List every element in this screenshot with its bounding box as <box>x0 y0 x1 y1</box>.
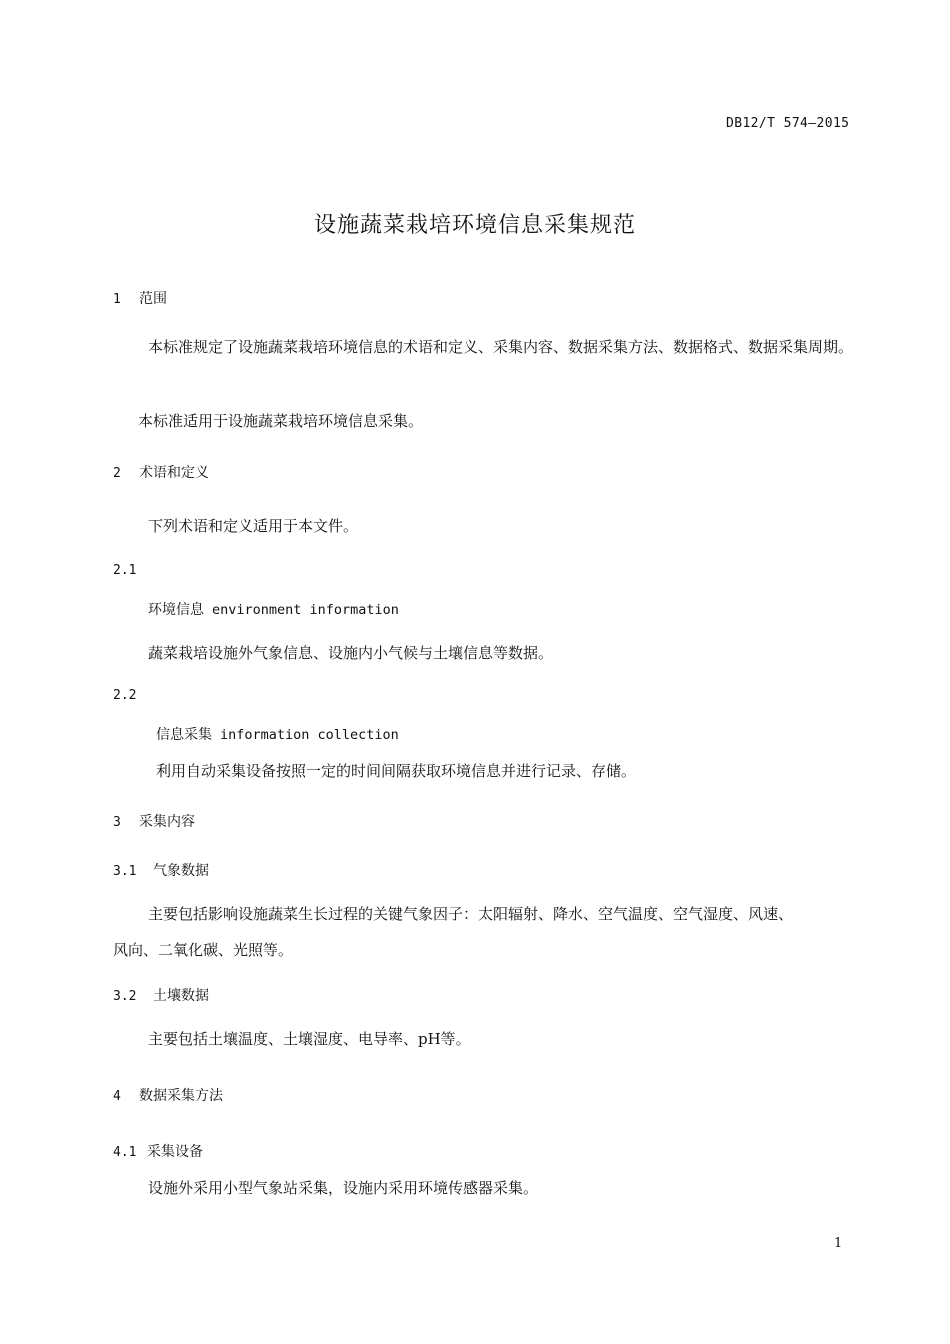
section-4-heading <box>113 1085 223 1105</box>
term-en: environment information <box>212 602 399 618</box>
section-2-heading <box>113 462 209 482</box>
clause-title: 土壤数据 <box>153 988 209 1004</box>
section-3-heading <box>113 811 195 831</box>
clause-title: 气象数据 <box>153 863 209 879</box>
clause-title: 采集设备 <box>147 1144 203 1160</box>
clause-number: 3.1 <box>113 864 137 879</box>
section-title: 范围 <box>139 291 167 307</box>
term-environment-information <box>148 599 399 619</box>
definition-environment-information: 蔬菜栽培设施外气象信息、设施内小气候与土壤信息等数据。 <box>148 644 554 662</box>
term-zh: 信息采集 <box>156 727 212 743</box>
term-en: information collection <box>220 727 399 743</box>
meteorological-data-line-2: 风向、二氧化碳、光照等。 <box>113 941 294 959</box>
definition-information-collection: 利用自动采集设备按照一定的时间间隔获取环境信息并进行记录、存储。 <box>156 762 637 780</box>
clause-number: 2.2 <box>113 688 137 703</box>
clause-number: 2.1 <box>113 563 137 578</box>
meteorological-data-line-1: 主要包括影响设施蔬菜生长过程的关键气象因子：太阳辐射、降水、空气温度、空气湿度、风速、 <box>148 905 794 923</box>
terms-intro: 下列术语和定义适用于本文件。 <box>148 517 359 535</box>
term-information-collection <box>156 724 399 744</box>
section-number: 1 <box>113 292 121 307</box>
section-title: 术语和定义 <box>139 465 209 481</box>
soil-data-text: 主要包括土壤温度、土壤湿度、电导率、pH等。 <box>148 1030 471 1048</box>
collection-equipment-text: 设施外采用小型气象站采集，设施内采用环境传感器采集。 <box>148 1179 539 1197</box>
clause-2-2-number <box>113 687 153 703</box>
clause-number: 4.1 <box>113 1145 137 1160</box>
clause-3-2-heading <box>113 985 209 1005</box>
clause-3-1-heading <box>113 860 209 880</box>
section-title: 数据采集方法 <box>139 1088 223 1104</box>
page-number: 1 <box>834 1236 843 1251</box>
clause-2-1-number <box>113 562 153 578</box>
section-number: 2 <box>113 466 121 481</box>
clause-4-1-heading <box>113 1141 203 1161</box>
clause-number: 3.2 <box>113 989 137 1004</box>
section-number: 4 <box>113 1089 121 1104</box>
document-title: 设施蔬菜栽培环境信息采集规范 <box>313 213 636 238</box>
section-1-heading <box>113 288 167 308</box>
scope-paragraph-1: 本标准规定了设施蔬菜栽培环境信息的术语和定义、采集内容、数据采集方法、数据格式、数据采集周期。 <box>148 338 854 356</box>
term-zh: 环境信息 <box>148 602 204 618</box>
scope-paragraph-2: 本标准适用于设施蔬菜栽培环境信息采集。 <box>138 412 424 430</box>
section-number: 3 <box>113 815 121 830</box>
section-title: 采集内容 <box>139 814 195 830</box>
document-number: DB12/T 574—2015 <box>726 116 850 131</box>
